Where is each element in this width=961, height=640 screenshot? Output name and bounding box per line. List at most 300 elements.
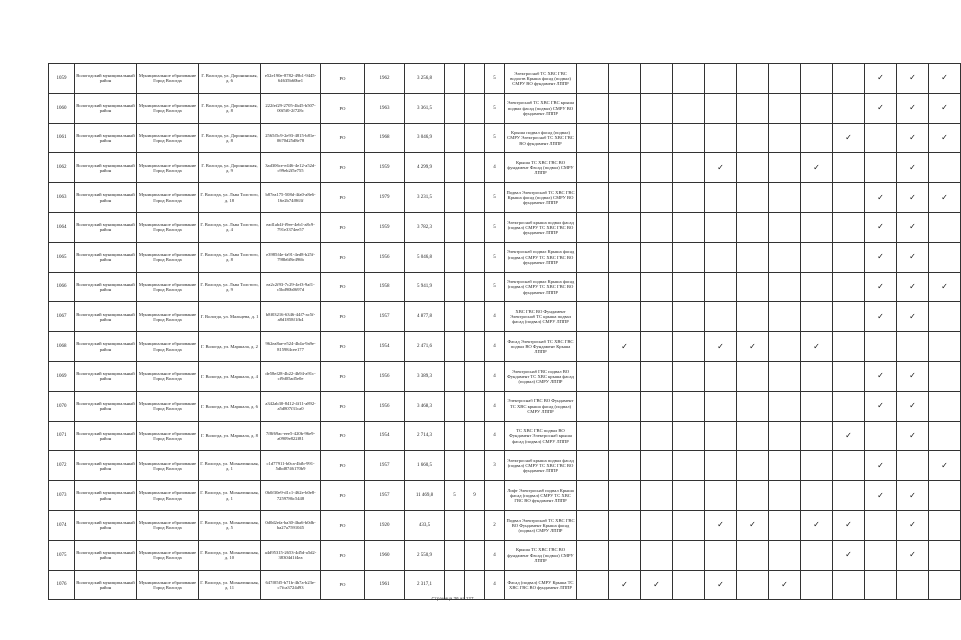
build-year: 1920 bbox=[365, 510, 405, 540]
building-uid: 0d0d2efa-ba30-4ba6-b0db-ba27a7591045 bbox=[261, 510, 321, 540]
lifts-count: 9 bbox=[465, 481, 485, 511]
work-type-cell-6 bbox=[737, 510, 769, 540]
work-type-cell-5 bbox=[705, 540, 737, 570]
table-row bbox=[49, 332, 961, 362]
checkmark-icon: ✓ bbox=[941, 281, 948, 291]
municipality-name: Муниципальное образование Город Вологда bbox=[137, 481, 199, 511]
checkmark-icon: ✓ bbox=[909, 73, 916, 83]
work-type-cell-9 bbox=[833, 64, 865, 94]
work-type-cell-10 bbox=[865, 391, 897, 421]
building-address: Г. Вологда, ул. Мохнатинская, д. 1 bbox=[199, 451, 261, 481]
works-list: Электроснаб ТС ХВС ГВС водоотв Крыша фасад (подвал) СМРУ ВО фундамент ЛППР bbox=[505, 64, 577, 94]
work-type-cell-10 bbox=[865, 510, 897, 540]
work-type-cell-6 bbox=[737, 183, 769, 213]
work-type-cell-8 bbox=[801, 540, 833, 570]
work-type-cell-1 bbox=[577, 242, 609, 272]
checkmark-icon: ✓ bbox=[877, 281, 884, 291]
work-type-cell-5 bbox=[705, 302, 737, 332]
checkmark-icon: ✓ bbox=[877, 371, 884, 381]
work-type-cell-10 bbox=[865, 153, 897, 183]
municipality-name: Муниципальное образование Город Вологда bbox=[137, 391, 199, 421]
checkmark-icon: ✓ bbox=[909, 371, 916, 381]
building-address: Г. Вологда, ул. Льва Толстого, д. 18 bbox=[199, 183, 261, 213]
work-type-cell-12 bbox=[929, 332, 961, 362]
building-address: Г. Вологда, ул. Маршала, д. 2 bbox=[199, 332, 261, 362]
works-count: 5 bbox=[485, 272, 505, 302]
work-type-cell-12 bbox=[929, 510, 961, 540]
management-type: РО bbox=[321, 302, 365, 332]
row-number: 1073 bbox=[49, 481, 75, 511]
work-type-cell-5 bbox=[705, 361, 737, 391]
building-address: Г. Вологда, ул. Доронинская, д. 8 bbox=[199, 93, 261, 123]
work-type-cell-10 bbox=[865, 361, 897, 391]
works-list: Крыша подвал фасад (подвал) СМРУ Электроснаб ТС ХВС ГВС ВО фундамент ЛППР bbox=[505, 123, 577, 153]
table-row bbox=[49, 212, 961, 242]
total-area: 2 471,6 bbox=[405, 332, 445, 362]
management-type: РО bbox=[321, 64, 365, 94]
management-type: РО bbox=[321, 332, 365, 362]
work-type-cell-4 bbox=[673, 153, 705, 183]
work-type-cell-10 bbox=[865, 421, 897, 451]
work-type-cell-1 bbox=[577, 451, 609, 481]
row-number: 1074 bbox=[49, 510, 75, 540]
work-type-cell-1 bbox=[577, 212, 609, 242]
work-type-cell-7 bbox=[769, 391, 801, 421]
table-row bbox=[49, 123, 961, 153]
district-name: Вологодский муниципальный район bbox=[75, 510, 137, 540]
floors-count bbox=[445, 540, 465, 570]
work-type-cell-6 bbox=[737, 540, 769, 570]
lifts-count bbox=[465, 332, 485, 362]
total-area: 2 714,3 bbox=[405, 421, 445, 451]
checkmark-icon: ✓ bbox=[877, 311, 884, 321]
work-type-cell-9 bbox=[833, 212, 865, 242]
checkmark-icon: ✓ bbox=[877, 252, 884, 262]
work-type-cell-2 bbox=[609, 123, 641, 153]
checkmark-icon: ✓ bbox=[909, 132, 916, 142]
works-list: ТС ХВС ГВС подвал ВО Фундамент Электроснаб крыша фасад (подвал) СМРУ ЛППР bbox=[505, 421, 577, 451]
municipality-name: Муниципальное образование Город Вологда bbox=[137, 421, 199, 451]
building-uid: 2565f5c9-2e93-4815-b81e-0670d25d8e78 bbox=[261, 123, 321, 153]
work-type-cell-9 bbox=[833, 332, 865, 362]
checkmark-icon: ✓ bbox=[845, 430, 852, 440]
work-type-cell-8 bbox=[801, 272, 833, 302]
building-address: Г. Вологда, ул. Мохнатинская, д. 1 bbox=[199, 481, 261, 511]
lifts-count bbox=[465, 361, 485, 391]
works-count: 5 bbox=[485, 64, 505, 94]
work-type-cell-6 bbox=[737, 451, 769, 481]
table-row bbox=[49, 242, 961, 272]
checkmark-icon: ✓ bbox=[621, 341, 628, 351]
works-list: Крыша ТС ХВС ГВС ВО фундамент Фасад (подвал) СМРУ ЛППР bbox=[505, 540, 577, 570]
district-name: Вологодский муниципальный район bbox=[75, 272, 137, 302]
works-list: Подвал Электроснаб ТС ХВС ГВС Крыша фасад (подвал) СМРУ ВО фундамент ЛППР bbox=[505, 183, 577, 213]
work-type-cell-12 bbox=[929, 451, 961, 481]
build-year: 1968 bbox=[365, 123, 405, 153]
building-address: Г. Вологда, ул. Льва Толстого, д. 4 bbox=[199, 212, 261, 242]
building-address: Г. Вологда, ул. Мальцева, д. 1 bbox=[199, 302, 261, 332]
building-uid: de58ef28-4b22-4b94-a91c-cf9d05ad5e0e bbox=[261, 361, 321, 391]
total-area: 1 660,5 bbox=[405, 451, 445, 481]
checkmark-icon: ✓ bbox=[717, 579, 724, 589]
work-type-cell-3 bbox=[641, 540, 673, 570]
works-count: 5 bbox=[485, 93, 505, 123]
work-type-cell-1 bbox=[577, 421, 609, 451]
work-type-cell-8 bbox=[801, 332, 833, 362]
work-type-cell-7 bbox=[769, 510, 801, 540]
work-type-cell-4 bbox=[673, 421, 705, 451]
work-type-cell-9 bbox=[833, 183, 865, 213]
table-row bbox=[49, 451, 961, 481]
work-type-cell-2 bbox=[609, 93, 641, 123]
build-year: 1959 bbox=[365, 212, 405, 242]
floors-count bbox=[445, 272, 465, 302]
work-type-cell-10 bbox=[865, 242, 897, 272]
work-type-cell-5 bbox=[705, 64, 737, 94]
works-count: 5 bbox=[485, 212, 505, 242]
lifts-count bbox=[465, 93, 485, 123]
total-area: 5 046,8 bbox=[405, 242, 445, 272]
works-list: ХВС ГВС ВО Фундамент Электроснаб ТС крыша подвал фасад (подвал) СМРУ ЛППР bbox=[505, 302, 577, 332]
checkmark-icon: ✓ bbox=[717, 162, 724, 172]
building-uid: c1d77911-b0ca-4bfb-991-5dbd8746170b9 bbox=[261, 451, 321, 481]
checkmark-icon: ✓ bbox=[749, 520, 756, 530]
work-type-cell-1 bbox=[577, 153, 609, 183]
management-type: РО bbox=[321, 421, 365, 451]
building-address: Г. Вологда, ул. Маршала, д. 4 bbox=[199, 361, 261, 391]
work-type-cell-3 bbox=[641, 153, 673, 183]
checkmark-icon: ✓ bbox=[909, 520, 916, 530]
work-type-cell-9 bbox=[833, 540, 865, 570]
row-number: 1067 bbox=[49, 302, 75, 332]
checkmark-icon: ✓ bbox=[941, 103, 948, 113]
work-type-cell-1 bbox=[577, 391, 609, 421]
work-type-cell-12 bbox=[929, 391, 961, 421]
lifts-count bbox=[465, 391, 485, 421]
work-type-cell-2 bbox=[609, 391, 641, 421]
work-type-cell-2 bbox=[609, 153, 641, 183]
checkmark-icon: ✓ bbox=[717, 520, 724, 530]
district-name: Вологодский муниципальный район bbox=[75, 242, 137, 272]
floors-count bbox=[445, 302, 465, 332]
work-type-cell-3 bbox=[641, 451, 673, 481]
checkmark-icon: ✓ bbox=[909, 401, 916, 411]
work-type-cell-6 bbox=[737, 242, 769, 272]
lifts-count bbox=[465, 153, 485, 183]
table-row bbox=[49, 540, 961, 570]
lifts-count bbox=[465, 272, 485, 302]
work-type-cell-8 bbox=[801, 153, 833, 183]
works-list: Фасад (подвал) СМРУ Крыша ТС ХВС ГВС ВО фундамент ЛППР bbox=[505, 570, 577, 600]
building-address: Г. Вологда, ул. Льва Толстого, д. 9 bbox=[199, 272, 261, 302]
management-type: РО bbox=[321, 391, 365, 421]
work-type-cell-7 bbox=[769, 302, 801, 332]
building-uid: ead1ab4f-f9ee-4eb1-a8c9-791e3374ee57 bbox=[261, 212, 321, 242]
lifts-count bbox=[465, 123, 485, 153]
works-count: 4 bbox=[485, 302, 505, 332]
table-row bbox=[49, 153, 961, 183]
work-type-cell-3 bbox=[641, 332, 673, 362]
checkmark-icon: ✓ bbox=[813, 520, 820, 530]
works-count: 4 bbox=[485, 421, 505, 451]
work-type-cell-9 bbox=[833, 272, 865, 302]
work-type-cell-4 bbox=[673, 302, 705, 332]
work-type-cell-7 bbox=[769, 212, 801, 242]
work-type-cell-3 bbox=[641, 242, 673, 272]
works-count: 4 bbox=[485, 361, 505, 391]
build-year: 1956 bbox=[365, 242, 405, 272]
floors-count bbox=[445, 421, 465, 451]
row-number: 1066 bbox=[49, 272, 75, 302]
row-number: 1059 bbox=[49, 64, 75, 94]
work-type-cell-10 bbox=[865, 481, 897, 511]
municipality-name: Муниципальное образование Город Вологда bbox=[137, 242, 199, 272]
works-list: Электроснаб крыша подвал фасад (подвал) СМРУ ТС ХВС ГВС ВО фундамент ЛППР bbox=[505, 212, 577, 242]
work-type-cell-4 bbox=[673, 93, 705, 123]
row-number: 1076 bbox=[49, 570, 75, 600]
work-type-cell-7 bbox=[769, 421, 801, 451]
management-type: РО bbox=[321, 183, 365, 213]
row-number: 1071 bbox=[49, 421, 75, 451]
lifts-count bbox=[465, 212, 485, 242]
work-type-cell-4 bbox=[673, 361, 705, 391]
total-area: 11 469,8 bbox=[405, 481, 445, 511]
work-type-cell-10 bbox=[865, 451, 897, 481]
work-type-cell-1 bbox=[577, 332, 609, 362]
district-name: Вологодский муниципальный район bbox=[75, 361, 137, 391]
work-type-cell-3 bbox=[641, 212, 673, 242]
municipality-name: Муниципальное образование Город Вологда bbox=[137, 93, 199, 123]
work-type-cell-11 bbox=[897, 64, 929, 94]
work-type-cell-9 bbox=[833, 242, 865, 272]
table-body bbox=[49, 64, 961, 600]
work-type-cell-6 bbox=[737, 123, 769, 153]
works-list: Электроснаб подвал Крыша фасад (подвал) СМРУ ТС ХВС ГВС ВО фундамент ЛППР bbox=[505, 272, 577, 302]
work-type-cell-11 bbox=[897, 391, 929, 421]
district-name: Вологодский муниципальный район bbox=[75, 421, 137, 451]
work-type-cell-2 bbox=[609, 361, 641, 391]
building-address: Г. Вологда, ул. Льва Толстого, д. 8 bbox=[199, 242, 261, 272]
floors-count bbox=[445, 510, 465, 540]
work-type-cell-8 bbox=[801, 302, 833, 332]
work-type-cell-6 bbox=[737, 391, 769, 421]
checkmark-icon: ✓ bbox=[877, 103, 884, 113]
district-name: Вологодский муниципальный район bbox=[75, 540, 137, 570]
municipality-name: Муниципальное образование Город Вологда bbox=[137, 123, 199, 153]
floors-count bbox=[445, 361, 465, 391]
building-uid: 647f05f5-b71b-4b7a-b23e-c7fca3724d93 bbox=[261, 570, 321, 600]
total-area: 4 877,8 bbox=[405, 302, 445, 332]
district-name: Вологодский муниципальный район bbox=[75, 481, 137, 511]
work-type-cell-1 bbox=[577, 64, 609, 94]
municipality-name: Муниципальное образование Город Вологда bbox=[137, 451, 199, 481]
work-type-cell-4 bbox=[673, 391, 705, 421]
total-area: 433,5 bbox=[405, 510, 445, 540]
work-type-cell-9 bbox=[833, 153, 865, 183]
work-type-cell-8 bbox=[801, 123, 833, 153]
lifts-count bbox=[465, 64, 485, 94]
table-row bbox=[49, 272, 961, 302]
management-type: РО bbox=[321, 153, 365, 183]
checkmark-icon: ✓ bbox=[909, 311, 916, 321]
total-area: 2 317,1 bbox=[405, 570, 445, 600]
lifts-count bbox=[465, 451, 485, 481]
work-type-cell-3 bbox=[641, 421, 673, 451]
management-type: РО bbox=[321, 481, 365, 511]
row-number: 1075 bbox=[49, 540, 75, 570]
district-name: Вологодский муниципальный район bbox=[75, 183, 137, 213]
work-type-cell-12 bbox=[929, 153, 961, 183]
work-type-cell-4 bbox=[673, 272, 705, 302]
row-number: 1069 bbox=[49, 361, 75, 391]
work-type-cell-6 bbox=[737, 481, 769, 511]
checkmark-icon: ✓ bbox=[909, 162, 916, 172]
municipality-name: Муниципальное образование Город Вологда bbox=[137, 64, 199, 94]
checkmark-icon: ✓ bbox=[877, 490, 884, 500]
works-count: 4 bbox=[485, 332, 505, 362]
total-area: 3 046,9 bbox=[405, 123, 445, 153]
register-sheet bbox=[48, 63, 948, 600]
works-count: 3 bbox=[485, 451, 505, 481]
building-uid: 7f8f69ac-eee5-420b-96e9-a0909e822f81 bbox=[261, 421, 321, 451]
work-type-cell-2 bbox=[609, 540, 641, 570]
floors-count bbox=[445, 451, 465, 481]
work-type-cell-10 bbox=[865, 183, 897, 213]
building-uid: ea2c2f93-7c29-4ef3-9af1-c5bd90b0697d bbox=[261, 272, 321, 302]
work-type-cell-8 bbox=[801, 93, 833, 123]
work-type-cell-8 bbox=[801, 481, 833, 511]
build-year: 1962 bbox=[365, 64, 405, 94]
work-type-cell-2 bbox=[609, 421, 641, 451]
work-type-cell-2 bbox=[609, 451, 641, 481]
works-list: Электроснаб подвал Крыша фасад (подвал) СМРУ ТС ХВС ГВС ВО фундамент ЛППР bbox=[505, 242, 577, 272]
work-type-cell-1 bbox=[577, 302, 609, 332]
work-type-cell-7 bbox=[769, 332, 801, 362]
floors-count bbox=[445, 332, 465, 362]
checkmark-icon: ✓ bbox=[941, 460, 948, 470]
work-type-cell-6 bbox=[737, 153, 769, 183]
work-type-cell-9 bbox=[833, 510, 865, 540]
management-type: РО bbox=[321, 451, 365, 481]
checkmark-icon: ✓ bbox=[909, 192, 916, 202]
work-type-cell-4 bbox=[673, 451, 705, 481]
works-count: 2 bbox=[485, 510, 505, 540]
works-count: 5 bbox=[485, 123, 505, 153]
checkmark-icon: ✓ bbox=[941, 132, 948, 142]
checkmark-icon: ✓ bbox=[781, 579, 788, 589]
work-type-cell-8 bbox=[801, 510, 833, 540]
table-row bbox=[49, 391, 961, 421]
table-row bbox=[49, 421, 961, 451]
management-type: РО bbox=[321, 242, 365, 272]
total-area: 3 361,5 bbox=[405, 93, 445, 123]
work-type-cell-11 bbox=[897, 332, 929, 362]
checkmark-icon: ✓ bbox=[909, 430, 916, 440]
work-type-cell-5 bbox=[705, 242, 737, 272]
checkmark-icon: ✓ bbox=[653, 579, 660, 589]
work-type-cell-5 bbox=[705, 123, 737, 153]
work-type-cell-11 bbox=[897, 153, 929, 183]
floors-count bbox=[445, 153, 465, 183]
work-type-cell-1 bbox=[577, 183, 609, 213]
floors-count: 5 bbox=[445, 481, 465, 511]
work-type-cell-12 bbox=[929, 242, 961, 272]
build-year: 1963 bbox=[365, 93, 405, 123]
works-list: Лифт Электроснаб подвал Крыша фасад (подвал) СМРУ ТС ХВС ГВС ВО фундамент ЛППР bbox=[505, 481, 577, 511]
work-type-cell-3 bbox=[641, 302, 673, 332]
checkmark-icon: ✓ bbox=[717, 341, 724, 351]
checkmark-icon: ✓ bbox=[877, 222, 884, 232]
works-list: Электроснаб крыша подвал фасад (подвал) СМРУ ТС ХВС ГВС ВО фундамент ЛППР bbox=[505, 451, 577, 481]
work-type-cell-10 bbox=[865, 272, 897, 302]
municipality-name: Муниципальное образование Город Вологда bbox=[137, 510, 199, 540]
work-type-cell-9 bbox=[833, 481, 865, 511]
work-type-cell-4 bbox=[673, 332, 705, 362]
build-year: 1956 bbox=[365, 361, 405, 391]
works-count: 4 bbox=[485, 391, 505, 421]
work-type-cell-5 bbox=[705, 510, 737, 540]
work-type-cell-9 bbox=[833, 451, 865, 481]
table-row bbox=[49, 64, 961, 94]
management-type: РО bbox=[321, 540, 365, 570]
municipality-name: Муниципальное образование Город Вологда bbox=[137, 212, 199, 242]
work-type-cell-11 bbox=[897, 123, 929, 153]
work-type-cell-12 bbox=[929, 540, 961, 570]
lifts-count bbox=[465, 242, 485, 272]
municipality-name: Муниципальное образование Город Вологда bbox=[137, 183, 199, 213]
works-count: 4 bbox=[485, 540, 505, 570]
floors-count bbox=[445, 242, 465, 272]
work-type-cell-12 bbox=[929, 64, 961, 94]
work-type-cell-4 bbox=[673, 242, 705, 272]
build-year: 1979 bbox=[365, 183, 405, 213]
building-uid: a4d95315-2653-4d5d-a5d2-38304d1f4ea bbox=[261, 540, 321, 570]
row-number: 1065 bbox=[49, 242, 75, 272]
building-uid: e52e190e-8782-49b1-9445-64635b60be1 bbox=[261, 64, 321, 94]
work-type-cell-9 bbox=[833, 302, 865, 332]
building-uid: 962ea8ae-e524-4b4a-9a9e-815984cee177 bbox=[261, 332, 321, 362]
work-type-cell-8 bbox=[801, 421, 833, 451]
build-year: 1957 bbox=[365, 481, 405, 511]
build-year: 1954 bbox=[365, 421, 405, 451]
management-type: РО bbox=[321, 93, 365, 123]
work-type-cell-9 bbox=[833, 391, 865, 421]
work-type-cell-11 bbox=[897, 272, 929, 302]
work-type-cell-7 bbox=[769, 242, 801, 272]
work-type-cell-7 bbox=[769, 540, 801, 570]
works-list: Подвал Электроснаб ТС ХВС ГВС ВО Фундамент Крыша фасад (подвал) СМРУ ЛППР bbox=[505, 510, 577, 540]
work-type-cell-8 bbox=[801, 242, 833, 272]
building-address: Г. Вологда, ул. Доронинская, д. 9 bbox=[199, 153, 261, 183]
work-type-cell-6 bbox=[737, 212, 769, 242]
work-type-cell-11 bbox=[897, 451, 929, 481]
row-number: 1068 bbox=[49, 332, 75, 362]
building-address: Г. Вологда, ул. Мохнатинская, д. 10 bbox=[199, 540, 261, 570]
checkmark-icon: ✓ bbox=[909, 252, 916, 262]
work-type-cell-1 bbox=[577, 510, 609, 540]
floors-count bbox=[445, 391, 465, 421]
work-type-cell-5 bbox=[705, 272, 737, 302]
building-address: Г. Вологда, ул. Мохнатинская, д. 11 bbox=[199, 570, 261, 600]
work-type-cell-8 bbox=[801, 451, 833, 481]
total-area: 3 782,3 bbox=[405, 212, 445, 242]
works-list: Электроснаб ТС ХВС ГВС крыша подвал фасад (подвал) СМРУ ВО фундамент ЛППР bbox=[505, 93, 577, 123]
work-type-cell-5 bbox=[705, 481, 737, 511]
build-year: 1957 bbox=[365, 451, 405, 481]
work-type-cell-11 bbox=[897, 183, 929, 213]
work-type-cell-6 bbox=[737, 361, 769, 391]
row-number: 1072 bbox=[49, 451, 75, 481]
